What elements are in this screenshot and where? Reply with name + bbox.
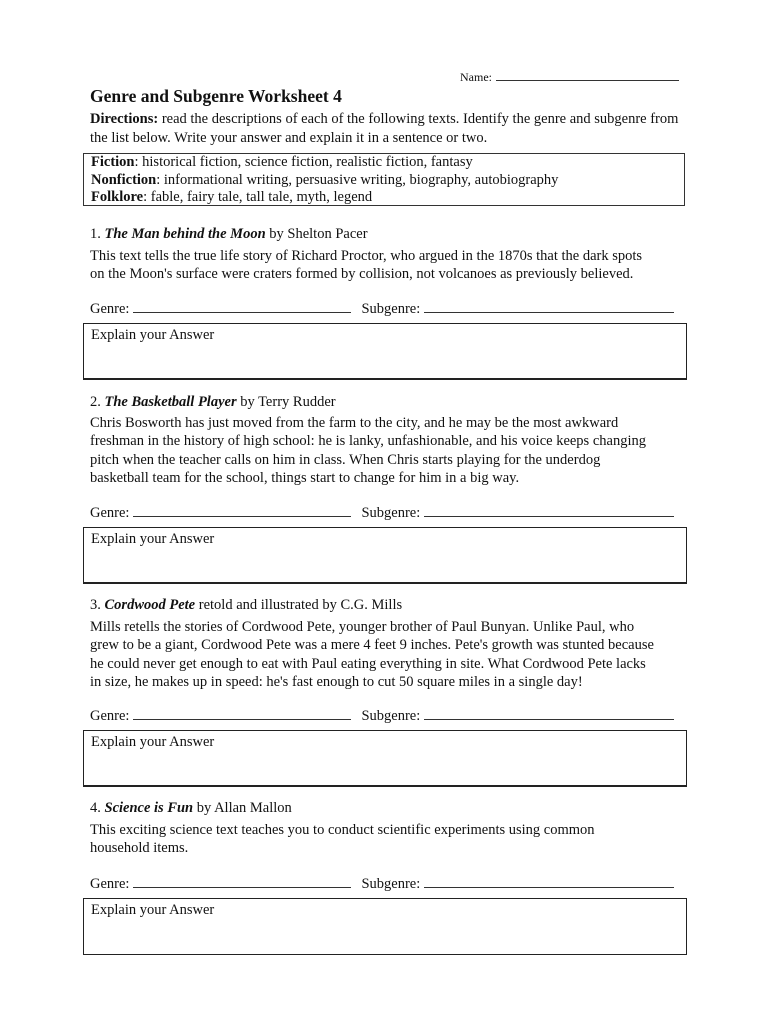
description-line: Chris Bosworth has just moved from the farm to the city, and he may be the most awkward bbox=[90, 415, 619, 431]
description-line: grew to be a giant, Cordwood Pete was a mere 4 feet 9 inches. Pete's growth was stunted because bbox=[90, 637, 654, 654]
subgenre-blank[interactable] bbox=[424, 300, 674, 313]
subgenre-list: : informational writing, persuasive writing, biography, autobiography bbox=[156, 171, 559, 188]
description-line: he could never get enough to eat with Paul eating everything in site. What Cordwood Pete lacks bbox=[90, 655, 646, 672]
question-3-heading bbox=[90, 596, 402, 614]
genre-name: Folklore bbox=[91, 189, 144, 205]
genre-blank[interactable] bbox=[133, 707, 351, 720]
explain-label: Explain your Answer bbox=[91, 902, 215, 918]
question-1-description bbox=[90, 247, 690, 284]
work-title: Science is Fun bbox=[104, 800, 194, 816]
question-2-answer-row bbox=[90, 504, 674, 522]
question-2-description bbox=[90, 414, 690, 487]
genre-name: Fiction bbox=[91, 154, 135, 170]
genre-label: Genre: bbox=[90, 876, 130, 892]
genre-list-row bbox=[91, 189, 677, 207]
subgenre-label: Subgenre: bbox=[361, 301, 421, 317]
genre-list-row bbox=[91, 172, 677, 190]
explain-label: Explain your Answer bbox=[91, 327, 215, 343]
genre-label: Genre: bbox=[90, 301, 130, 317]
directions-label: Directions: bbox=[90, 111, 159, 127]
name-blank[interactable] bbox=[496, 69, 679, 81]
question-number: 1. bbox=[90, 226, 101, 242]
question-1-answer-row bbox=[90, 300, 674, 318]
question-4-explain-box[interactable] bbox=[83, 898, 687, 955]
genre-blank[interactable] bbox=[133, 300, 351, 313]
question-3-description bbox=[90, 618, 690, 691]
name-field[interactable] bbox=[460, 69, 679, 84]
description-line: This exciting science text teaches you to conduct scientific experiments using common bbox=[90, 822, 595, 838]
description-line: This text tells the true life story of Richard Proctor, who argued in the 1870s that the dark spots bbox=[90, 248, 643, 264]
question-1-explain-box[interactable] bbox=[83, 323, 687, 380]
question-4-description bbox=[90, 821, 690, 858]
genre-list-row bbox=[91, 154, 677, 172]
work-byline: by Shelton Pacer bbox=[265, 226, 368, 242]
description-line: Mills retells the stories of Cordwood Pete, younger brother of Paul Bunyan. Unlike Paul, who bbox=[90, 619, 635, 635]
subgenre-list: : fable, fairy tale, tall tale, myth, legend bbox=[143, 189, 373, 205]
question-4-heading bbox=[90, 799, 292, 817]
question-3-explain-box[interactable] bbox=[83, 730, 687, 787]
directions bbox=[90, 110, 690, 148]
name-label: Name: bbox=[460, 70, 492, 84]
genre-label: Genre: bbox=[90, 505, 130, 521]
question-3-answer-row bbox=[90, 707, 674, 725]
question-number: 2. bbox=[90, 394, 101, 410]
genre-blank[interactable] bbox=[133, 504, 351, 517]
subgenre-blank[interactable] bbox=[424, 707, 674, 720]
work-byline: retold and illustrated by C.G. Mills bbox=[195, 597, 403, 613]
work-byline: by Terry Rudder bbox=[236, 394, 336, 410]
description-line: household items. bbox=[90, 840, 189, 857]
question-number: 4. bbox=[90, 800, 101, 816]
question-number: 3. bbox=[90, 597, 101, 613]
work-title: Cordwood Pete bbox=[104, 597, 196, 613]
question-1-heading bbox=[90, 225, 368, 243]
genre-name: Nonfiction bbox=[91, 171, 157, 188]
directions-text: read the descriptions of each of the following texts. Identify the genre and subgenre from the list below. Write your answer and explain it in a sentence or two. bbox=[90, 111, 679, 146]
subgenre-blank[interactable] bbox=[424, 875, 674, 888]
genre-list-box bbox=[83, 153, 685, 206]
subgenre-label: Subgenre: bbox=[361, 505, 421, 521]
genre-blank[interactable] bbox=[133, 875, 351, 888]
description-line: pitch when the teacher calls on him in class. When Chris starts playing for the underdog bbox=[90, 451, 601, 468]
question-4-answer-row bbox=[90, 875, 674, 893]
description-line: in size, he makes up in speed: he's fast enough to cut 50 square miles in a single day! bbox=[90, 673, 583, 690]
description-line: basketball team for the school, things start to change for him in a big way. bbox=[90, 469, 520, 486]
explain-label: Explain your Answer bbox=[91, 734, 215, 750]
work-title: The Basketball Player bbox=[104, 394, 237, 410]
explain-label: Explain your Answer bbox=[91, 531, 215, 547]
description-line: freshman in the history of high school: he is lanky, unfashionable, and his voice keeps changing bbox=[90, 433, 646, 450]
genre-label: Genre: bbox=[90, 708, 130, 724]
subgenre-blank[interactable] bbox=[424, 504, 674, 517]
subgenre-label: Subgenre: bbox=[361, 708, 421, 724]
work-byline: by Allan Mallon bbox=[193, 800, 292, 816]
work-title: The Man behind the Moon bbox=[104, 226, 266, 242]
question-2-explain-box[interactable] bbox=[83, 527, 687, 584]
description-line: on the Moon's surface were craters formed by collision, not volcanoes as previously believed. bbox=[90, 266, 634, 283]
worksheet-title: Genre and Subgenre Worksheet 4 bbox=[90, 86, 342, 106]
subgenre-list: : historical fiction, science fiction, realistic fiction, fantasy bbox=[134, 154, 473, 170]
subgenre-label: Subgenre: bbox=[361, 876, 421, 892]
question-2-heading bbox=[90, 393, 336, 411]
